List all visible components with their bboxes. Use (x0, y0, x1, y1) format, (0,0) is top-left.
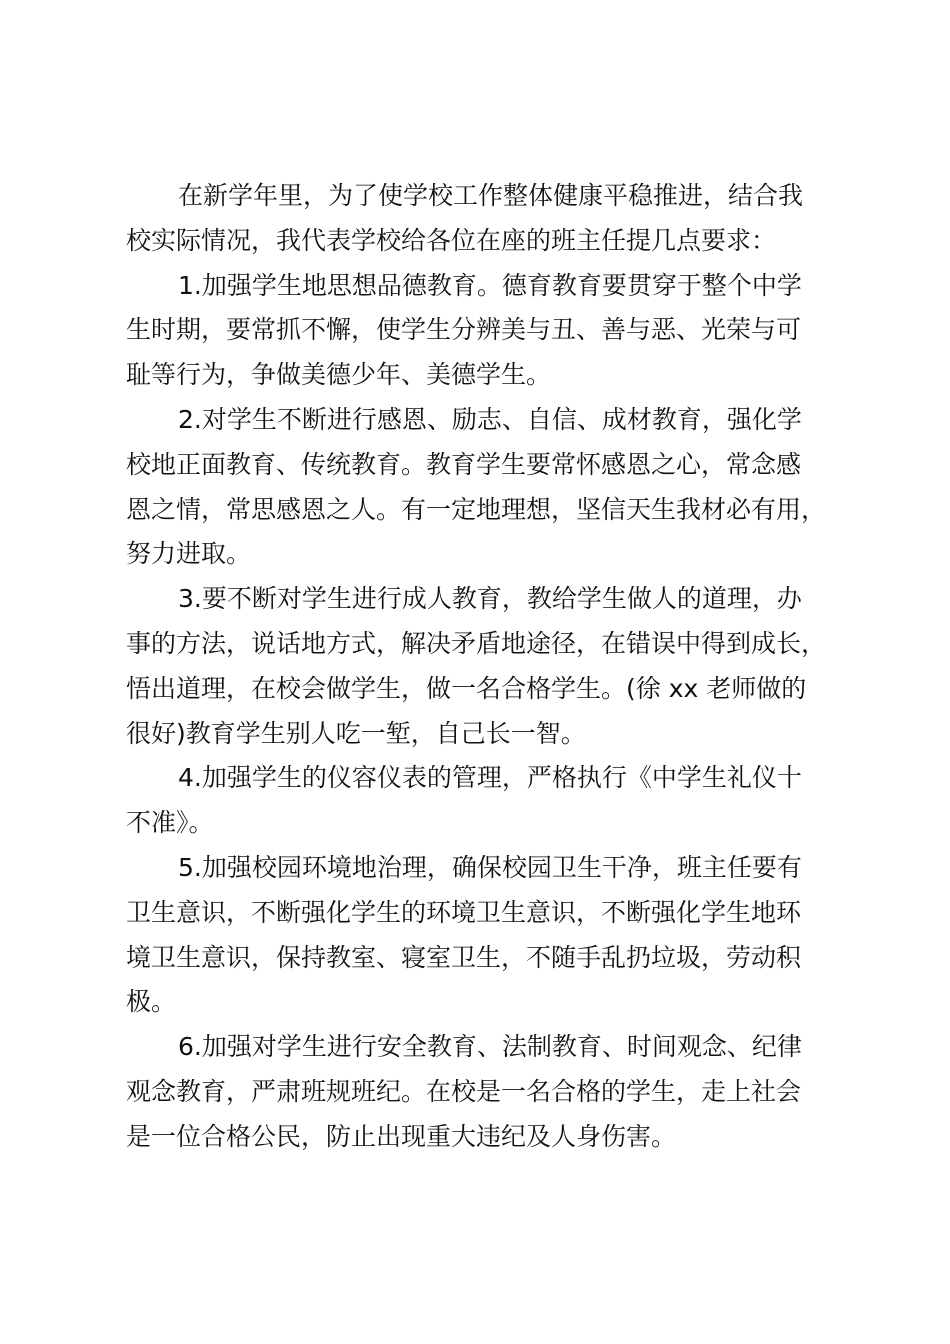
text-line: 2.对学生不断进行感恩、励志、自信、成材教育，强化学 (178, 404, 802, 434)
paragraph-item-2 (126, 398, 856, 577)
text-line: 校地正面教育、传统教育。教育学生要常怀感恩之心，常念感 (126, 449, 802, 479)
document-body (126, 174, 856, 1160)
text-line: 悟出道理，在校会做学生，做一名合格学生。(徐 xx 老师做的 (126, 673, 807, 703)
paragraph-item-4 (126, 756, 856, 846)
text-line: 是一位合格公民，防止出现重大违纪及人身伤害。 (126, 1121, 677, 1151)
paragraph-item-6 (126, 1025, 856, 1159)
text-line: 事的方法，说话地方式，解决矛盾地途径，在错误中得到成长， (126, 628, 827, 658)
text-line: 6.加强对学生进行安全教育、法制教育、时间观念、纪律 (178, 1032, 802, 1062)
text-line: 4.加强学生的仪容仪表的管理，严格执行《中学生礼仪十 (178, 763, 802, 793)
text-line: 耻等行为，争做美德少年、美德学生。 (126, 360, 552, 390)
paragraph-item-3 (126, 577, 856, 756)
text-line: 努力进取。 (126, 539, 252, 569)
text-line: 观念教育，严肃班规班纪。在校是一名合格的学生，走上社会 (126, 1076, 802, 1106)
text-line: 不准》。 (126, 808, 214, 838)
text-line: 5.加强校园环境地治理，确保校园卫生干净，班主任要有 (178, 852, 802, 882)
text-line: 境卫生意识，保持教室、寝室卫生，不随手乱扔垃圾，劳动积 (126, 942, 802, 972)
paragraph-intro (126, 174, 856, 264)
text-line: 3.要不断对学生进行成人教育，教给学生做人的道理，办 (178, 584, 802, 614)
text-line: 恩之情，常思感恩之人。有一定地理想，坚信天生我材必有用， (126, 494, 827, 524)
text-line: 在新学年里，为了使学校工作整体健康平稳推进，结合我 (178, 181, 804, 210)
paragraph-item-5 (126, 846, 856, 1025)
text-line: 校实际情况，我代表学校给各位在座的班主任提几点要求： (126, 225, 777, 255)
text-line: 生时期，要常抓不懈，使学生分辨美与丑、善与恶、光荣与可 (126, 315, 802, 345)
text-line: 卫生意识，不断强化学生的环境卫生意识，不断强化学生地环 (126, 897, 802, 927)
text-line: 极。 (126, 987, 177, 1017)
text-line: 1.加强学生地思想品德教育。德育教育要贯穿于整个中学 (178, 270, 802, 300)
text-line: 很好)教育学生别人吃一堑，自己长一智。 (126, 718, 586, 748)
paragraph-item-1 (126, 264, 856, 398)
